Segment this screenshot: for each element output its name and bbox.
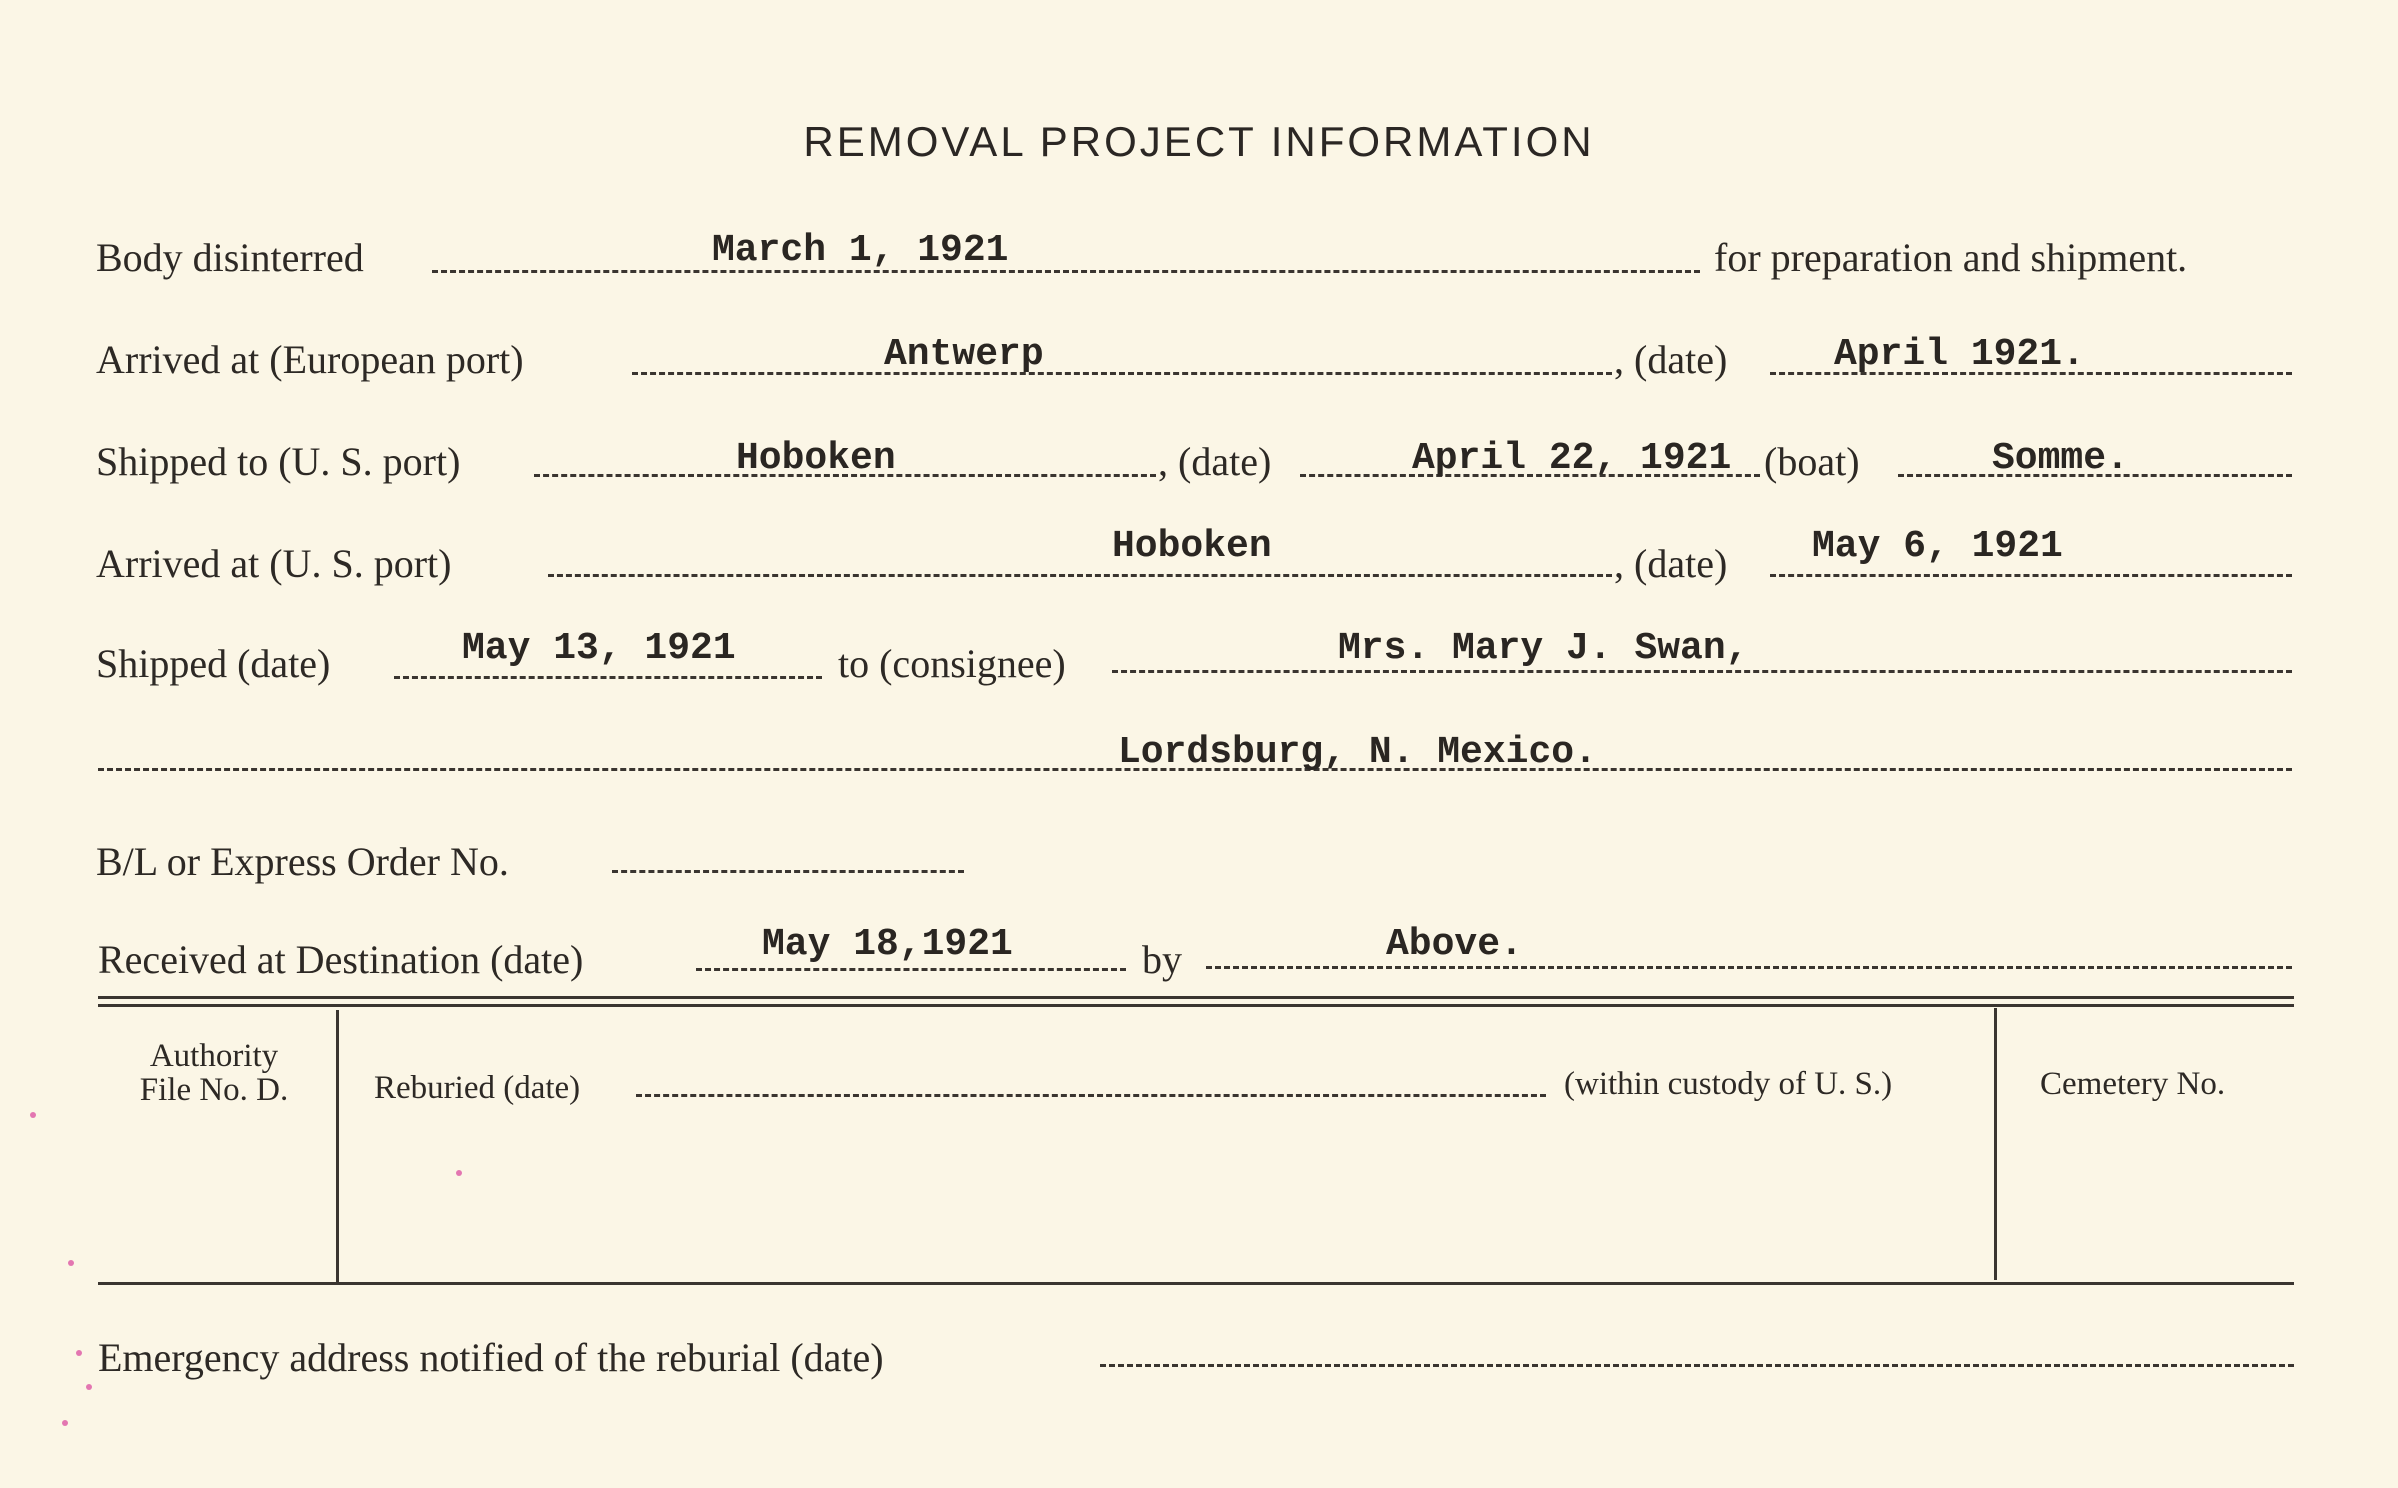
arrived-europe-label: Arrived at (European port) <box>96 337 524 382</box>
received-by-label: by <box>1142 937 1182 982</box>
received-by-line <box>1206 966 2292 969</box>
disinterred-line <box>432 270 1700 273</box>
disinterred-suffix: for preparation and shipment. <box>1714 235 2188 280</box>
arrived-us-date-value: May 6, 1921 <box>1812 525 2063 568</box>
ink-speck <box>68 1260 74 1266</box>
received-value: May 18,1921 <box>762 923 1013 966</box>
box-top-rule-2 <box>98 1004 2294 1007</box>
arrived-europe-value: Antwerp <box>884 333 1044 376</box>
arrived-us-label: Arrived at (U. S. port) <box>96 541 452 586</box>
shipped-value: May 13, 1921 <box>462 627 736 670</box>
arrived-us-date-line <box>1770 574 2292 577</box>
ink-speck <box>456 1170 462 1176</box>
address-value: Lordsburg, N. Mexico. <box>1118 731 1597 774</box>
shipped-line <box>394 676 822 679</box>
ink-speck <box>30 1112 36 1118</box>
cemetery-label: Cemetery No. <box>2040 1066 2226 1102</box>
consignee-label: to (consignee) <box>838 641 1066 686</box>
disinterred-value: March 1, 1921 <box>712 229 1009 272</box>
emergency-line <box>1100 1364 2294 1367</box>
bl-line <box>612 870 964 873</box>
disinterred-label: Body disinterred <box>96 235 364 280</box>
arrived-europe-date-value: April 1921. <box>1834 333 2085 376</box>
arrived-europe-line <box>632 372 1612 375</box>
box-top-rule <box>98 996 2294 999</box>
box-bottom-rule <box>98 1282 2294 1285</box>
box-divider-left <box>336 1010 339 1282</box>
file-no-label: File No. D. <box>139 1072 289 1108</box>
received-by-value: Above. <box>1386 923 1523 966</box>
shipped-us-boat-label: (boat) <box>1764 439 1860 484</box>
custody-label: (within custody of U. S.) <box>1564 1066 1893 1102</box>
shipped-us-date-value: April 22, 1921 <box>1412 437 1732 480</box>
box-divider-right <box>1994 1008 1997 1280</box>
shipped-us-date-label: , (date) <box>1158 439 1272 484</box>
card-title: REMOVAL PROJECT INFORMATION <box>803 118 1595 165</box>
ink-speck <box>76 1350 82 1356</box>
arrived-us-date-label: , (date) <box>1614 541 1728 586</box>
arrived-europe-date-label: , (date) <box>1614 337 1728 382</box>
received-label: Received at Destination (date) <box>98 937 584 982</box>
shipped-us-value: Hoboken <box>736 437 896 480</box>
ink-speck <box>62 1420 68 1426</box>
received-line <box>696 968 1126 971</box>
consignee-line <box>1112 670 2292 673</box>
authority-label: Authority <box>149 1038 279 1074</box>
ink-speck <box>86 1384 92 1390</box>
reburied-line <box>636 1094 1546 1097</box>
arrived-us-line <box>548 574 1612 577</box>
consignee-value: Mrs. Mary J. Swan, <box>1338 627 1749 670</box>
bl-label: B/L or Express Order No. <box>96 839 509 884</box>
arrived-us-value: Hoboken <box>1112 525 1272 568</box>
reburied-label: Reburied (date) <box>374 1070 581 1106</box>
shipped-us-label: Shipped to (U. S. port) <box>96 439 461 484</box>
emergency-label: Emergency address notified of the reburial (date) <box>98 1335 884 1380</box>
shipped-us-boat-value: Somme. <box>1992 437 2129 480</box>
shipped-label: Shipped (date) <box>96 641 331 686</box>
